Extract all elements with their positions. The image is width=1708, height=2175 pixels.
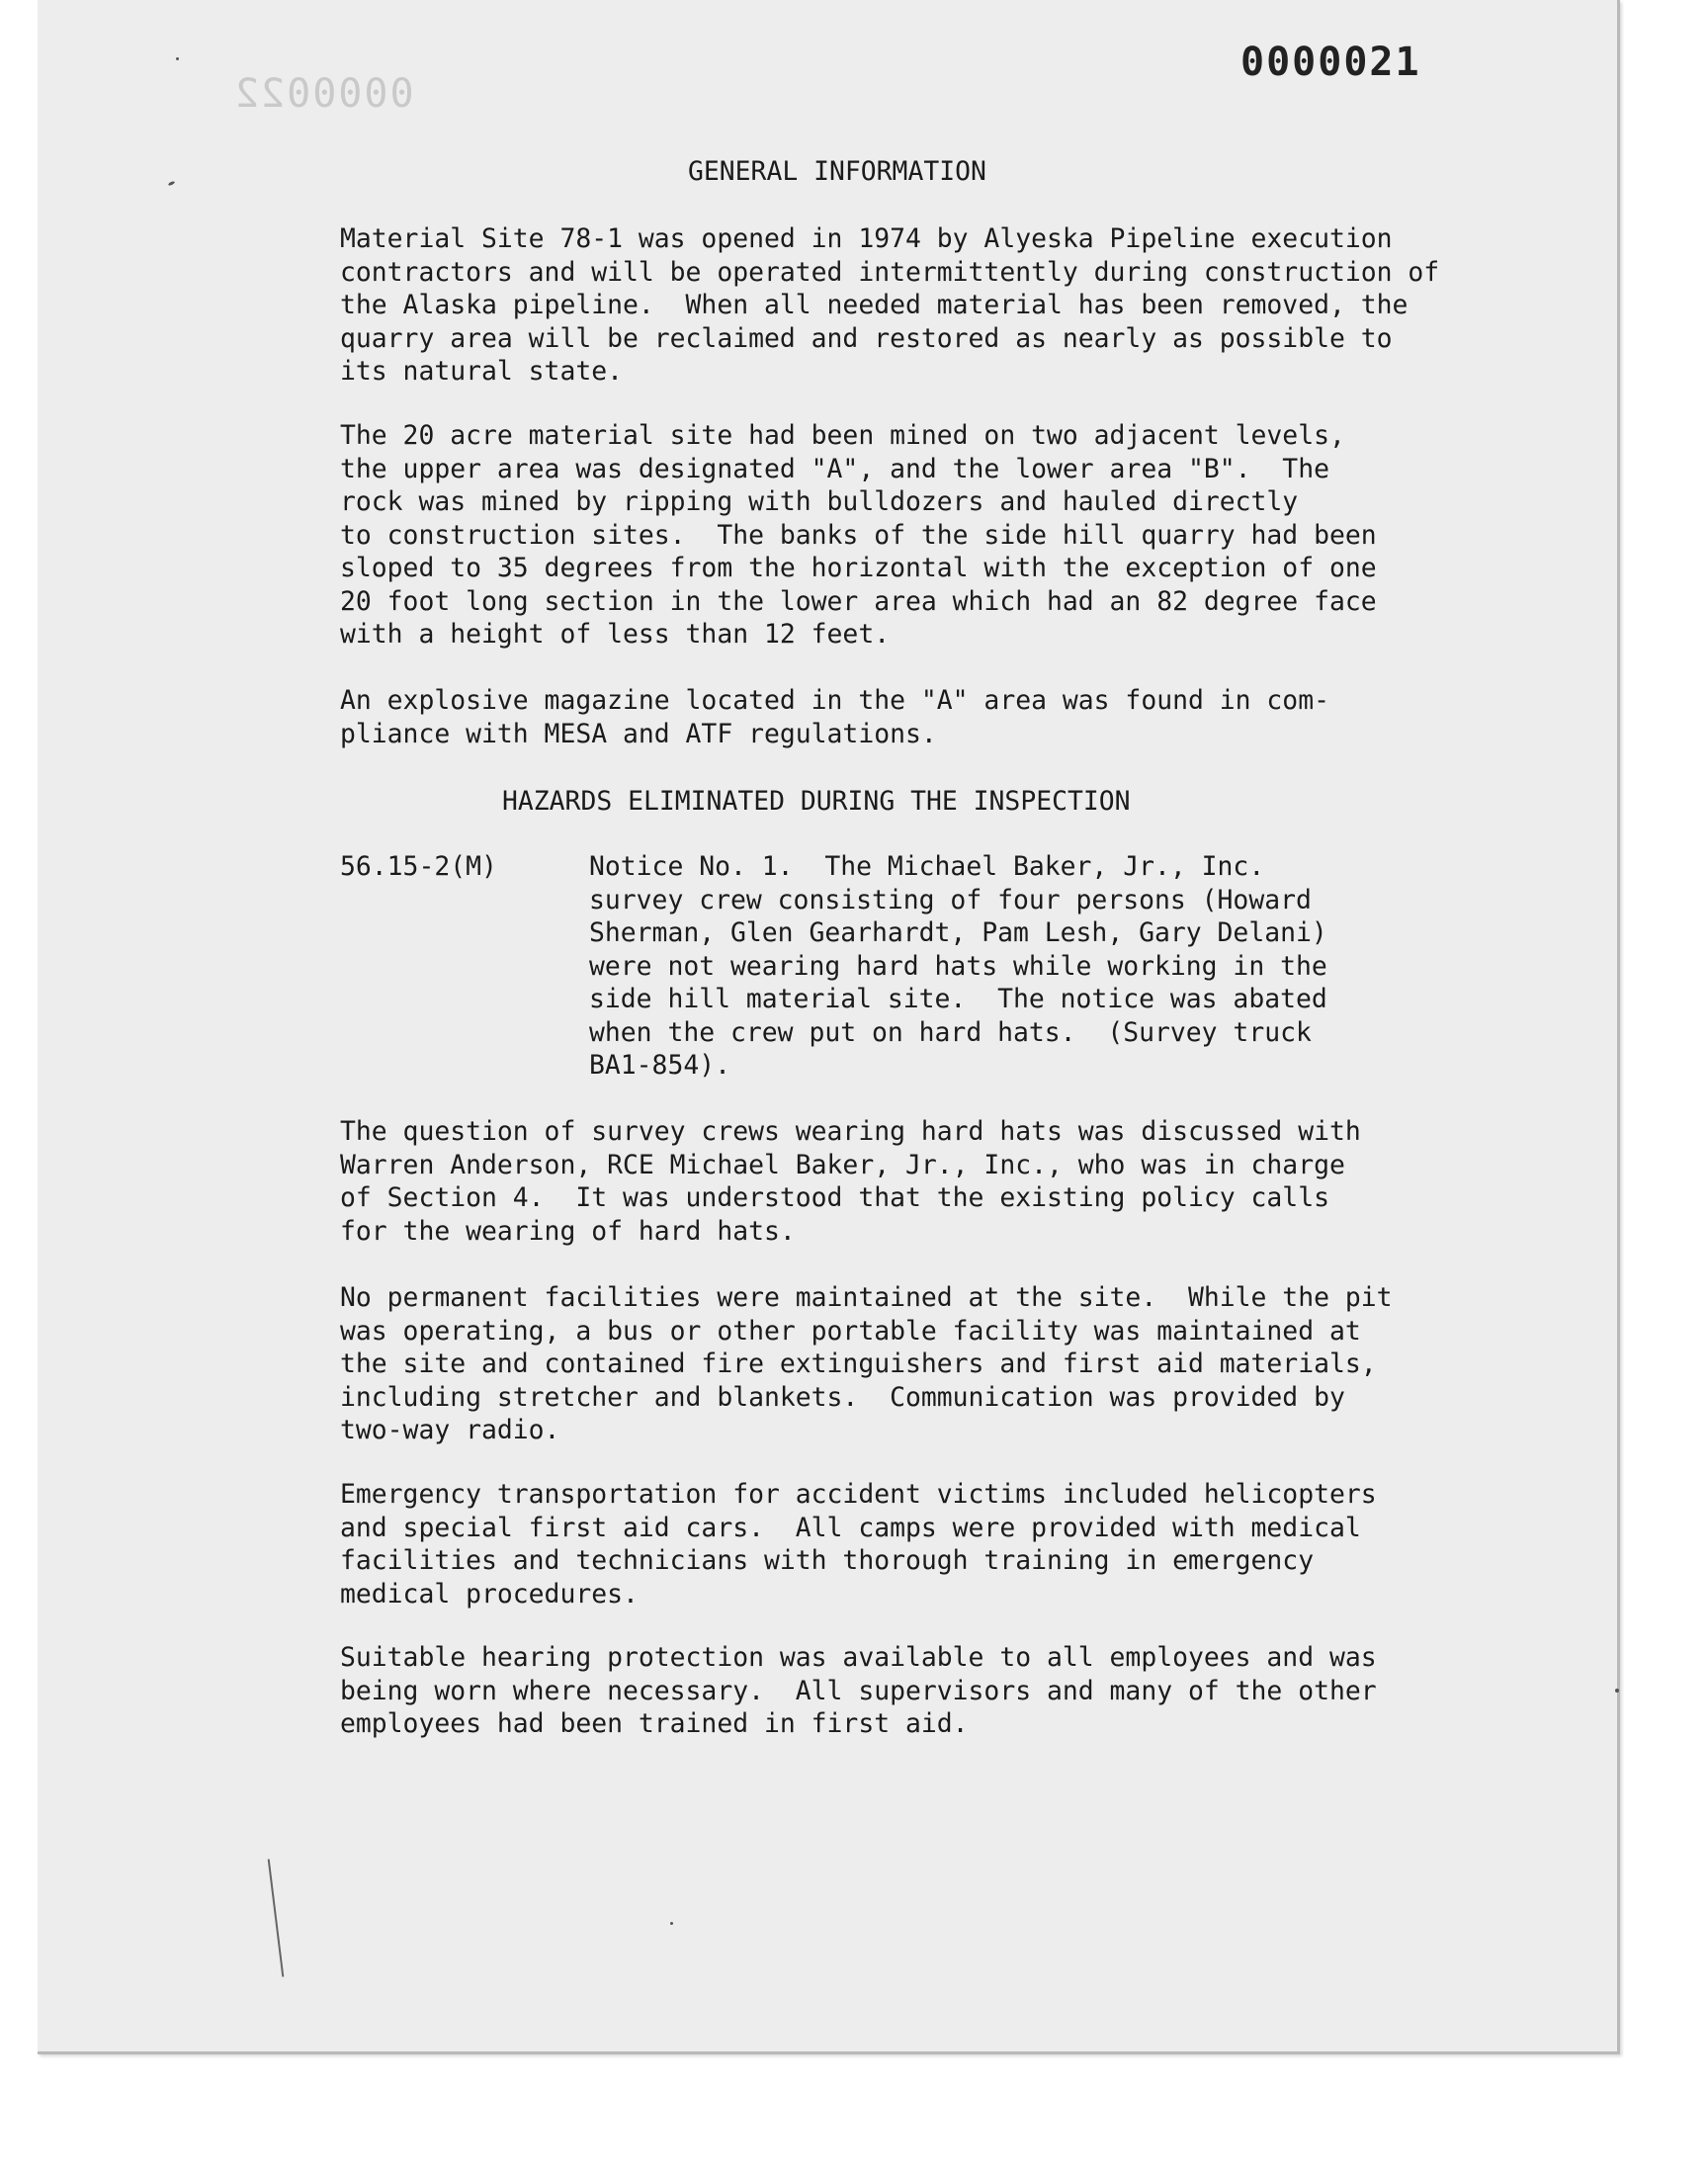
paragraph-site-description: The 20 acre material site had been mined on two adjacent levels, the upper area was designated "A", and the lower area "B". The rock was mined by ripping with bulldozers and hauled directly to construction sites. The banks of the side hill quarry had been sloped to 35 degrees from the horizontal with the exception of one 20 foot long section in the lower area which had an 82 degree face with a height of less than 12 feet. — [340, 420, 1377, 650]
heading-general-information: GENERAL INFORMATION — [688, 156, 986, 187]
scan-speck — [168, 181, 176, 187]
document-number: 0000021 — [1240, 40, 1421, 85]
paragraph-site-opening: Material Site 78-1 was opened in 1974 by Alyeska Pipeline execution contractors and will be operated intermittently during construction of the Alaska pipeline. When all needed material has been removed, the quarry area will be reclaimed and restored as nearly as possible to its natural state. — [340, 223, 1440, 387]
paragraph-explosive-magazine: An explosive magazine located in the "A" area was found in com- pliance with MESA and ATF regulations. — [340, 685, 1329, 749]
paragraph-hard-hat-policy: The question of survey crews wearing hard hats was discussed with Warren Anderson, RCE Michael Baker, Jr., Inc., who was in charge of Section 4. It was understood that the existing policy calls for the wearing of hard hats. — [340, 1116, 1361, 1247]
bleed-through-number: 0000022 — [233, 71, 414, 117]
scan-speck — [670, 1922, 673, 1925]
notice-description: Notice No. 1. The Michael Baker, Jr., Inc. survey crew consisting of four persons (Howard Sherman, Glen Gearhardt, Pam Lesh, Gary Delani) were not wearing hard hats while working in the side hill material site. The notice was abated when the crew put on hard hats. (Survey truck BA1-854). — [589, 851, 1327, 1081]
scan-speck — [176, 57, 179, 60]
paragraph-hearing-protection: Suitable hearing protection was available to all employees and was being worn where necessary. All supervisors and many of the other employees had been trained in first aid. — [340, 1642, 1377, 1739]
document-page — [38, 0, 1620, 2054]
scan-speck — [1615, 1689, 1619, 1693]
notice-regulation-code: 56.15-2(M) — [340, 851, 497, 882]
heading-hazards-eliminated: HAZARDS ELIMINATED DURING THE INSPECTION — [502, 786, 1131, 817]
paragraph-facilities: No permanent facilities were maintained at the site. While the pit was operating, a bus or other portable facility was maintained at the site and contained fire extinguishers and first aid materials, including stretcher and blankets. Communication was provided by two-way radio. — [340, 1282, 1393, 1445]
paragraph-emergency-transportation: Emergency transportation for accident victims included helicopters and special first aid cars. All camps were provided with medical facilities and technicians with thorough training in emergency medical procedures. — [340, 1479, 1377, 1610]
scan-stray-line — [268, 1859, 285, 1976]
